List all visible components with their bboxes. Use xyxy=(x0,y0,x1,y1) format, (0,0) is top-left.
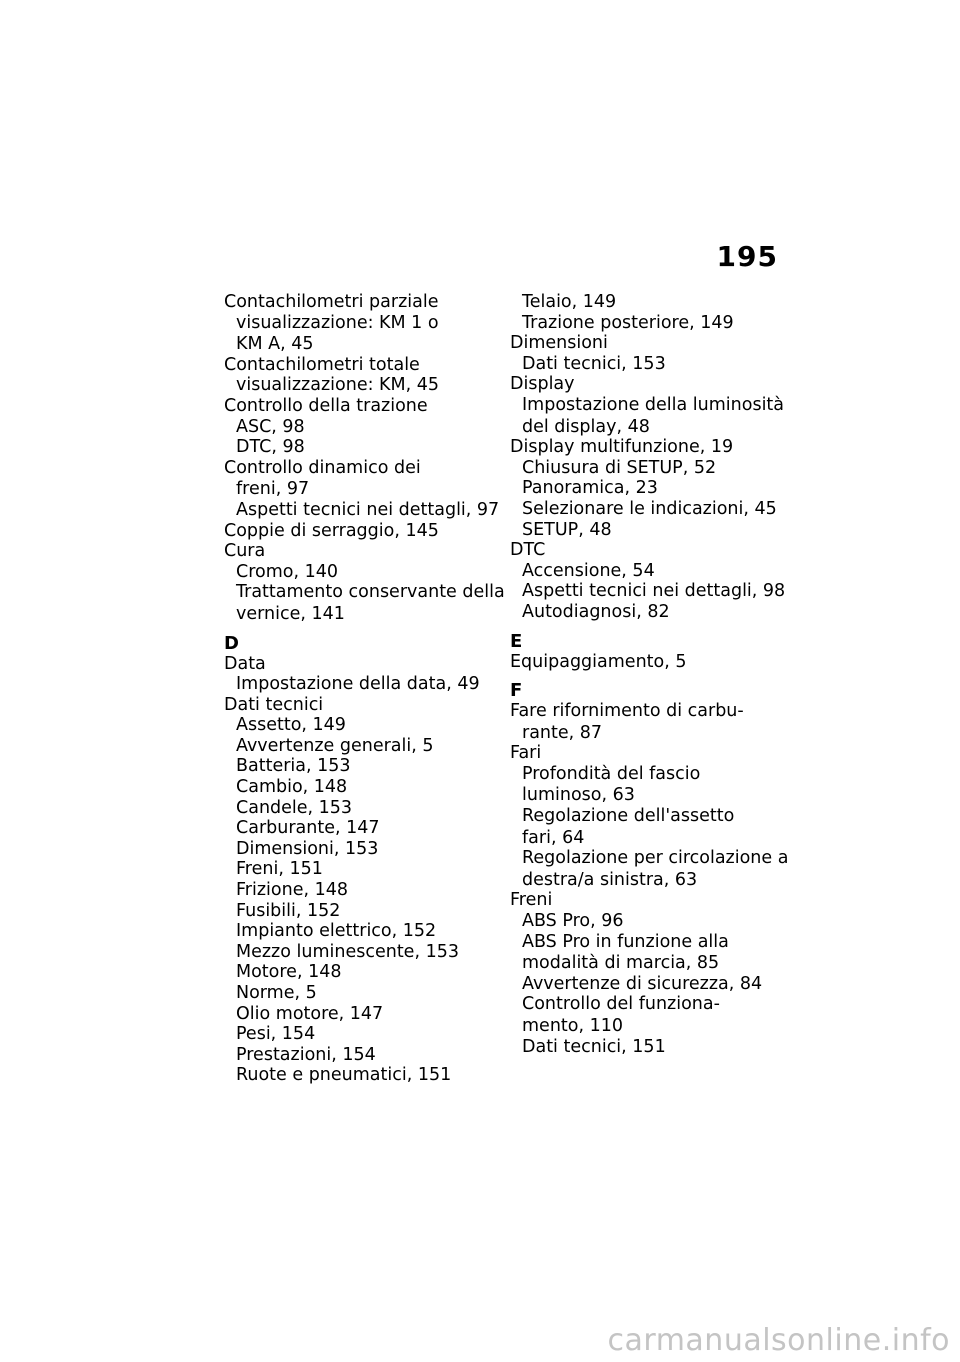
index-entry: Data xyxy=(224,653,266,674)
index-entry: fari, 64 xyxy=(522,827,585,848)
index-entry: modalità di marcia, 85 xyxy=(522,953,720,974)
index-entry: SETUP, 48 xyxy=(522,519,612,540)
index-entry: Dati tecnici, 151 xyxy=(522,1036,666,1057)
index-entry: Candele, 153 xyxy=(236,797,353,818)
index-entry: Chiusura di SETUP, 52 xyxy=(522,457,717,478)
index-entry: Display xyxy=(510,374,575,395)
index-entry: mento, 110 xyxy=(522,1016,624,1036)
index-entry: Trattamento conservante della xyxy=(236,582,505,603)
index-entry: vernice, 141 xyxy=(236,603,345,624)
watermark: carmanualsonline.info xyxy=(607,1323,950,1358)
index-entry: Profondità del fascio xyxy=(522,763,701,784)
index-entry: DTC, 98 xyxy=(236,437,305,458)
index-entry: Selezionare le indicazioni, 45 xyxy=(522,498,777,519)
index-section-letter: E xyxy=(510,630,523,652)
index-entry: Dati tecnici, 153 xyxy=(522,353,666,374)
index-entry: Avvertenze di sicurezza, 84 xyxy=(522,973,763,994)
index-entry: Accensione, 54 xyxy=(522,560,655,581)
index-entry: Controllo del funziona- xyxy=(522,994,720,1015)
index-entry: visualizzazione: KM 1 o xyxy=(236,312,439,333)
index-entry: DTC xyxy=(510,540,546,561)
index-entry: Avvertenze generali, 5 xyxy=(236,735,434,756)
index-entry: Autodiagnosi, 82 xyxy=(522,601,670,622)
index-entry: Carburante, 147 xyxy=(236,818,380,839)
index-entry: Dimensioni xyxy=(510,333,608,354)
index-entry: Display multifunzione, 19 xyxy=(510,437,734,458)
index-entry: Coppie di serraggio, 145 xyxy=(224,520,439,541)
index-entry: visualizzazione: KM, 45 xyxy=(236,375,440,396)
index-entry: Regolazione per circolazione a xyxy=(522,848,789,869)
index-entry: Ruote e pneumatici, 151 xyxy=(236,1065,452,1086)
index-entry: Assetto, 149 xyxy=(236,715,346,736)
index-entry: Equipaggiamento, 5 xyxy=(510,651,687,672)
index-entry: Contachilometri parziale xyxy=(224,292,439,312)
index-entry: Freni xyxy=(510,890,553,911)
index-entry: Freni, 151 xyxy=(236,859,323,880)
index-entry: Motore, 148 xyxy=(236,962,342,983)
index-entry: ABS Pro in funzione alla xyxy=(522,931,729,952)
index-section-letter: D xyxy=(224,632,239,654)
index-entry: Mezzo luminescente, 153 xyxy=(236,941,459,962)
index-entry: Cura xyxy=(224,541,266,562)
index-entry: Cambio, 148 xyxy=(236,777,348,798)
index-entry: Fusibili, 152 xyxy=(236,900,341,921)
index-entry: Dimensioni, 153 xyxy=(236,838,379,859)
index-entry: Aspetti tecnici nei dettagli, 98 xyxy=(522,581,786,602)
index-entry: Dati tecnici xyxy=(224,694,324,715)
index-entry: Controllo della trazione xyxy=(224,395,428,416)
index-column-right xyxy=(510,292,790,1057)
index-entry: rante, 87 xyxy=(522,722,603,743)
index-entry: Fari xyxy=(510,743,542,764)
index-entry: Pesi, 154 xyxy=(236,1024,316,1045)
index-entry: Telaio, 149 xyxy=(522,292,617,312)
index-entry: luminoso, 63 xyxy=(522,785,635,806)
page-number: 195 xyxy=(716,240,778,273)
index-entry: Frizione, 148 xyxy=(236,880,348,901)
index-entry: Regolazione dell'assetto xyxy=(522,806,735,827)
index-entry: Trazione posteriore, 149 xyxy=(522,312,734,333)
index-entry: Impianto elettrico, 152 xyxy=(236,921,437,942)
index-entry: Impostazione della luminosità xyxy=(522,394,785,415)
index-entry: Impostazione della data, 49 xyxy=(236,674,480,695)
index-entry: del display, 48 xyxy=(522,416,650,437)
index-entry: Olio motore, 147 xyxy=(236,1003,384,1024)
index-entry: KM A, 45 xyxy=(236,334,314,355)
index-entry: Norme, 5 xyxy=(236,983,317,1003)
index-entry: Aspetti tecnici nei dettagli, 97 xyxy=(236,499,500,520)
index-entry: Batteria, 153 xyxy=(236,756,351,777)
index-entry: Contachilometri totale xyxy=(224,354,420,375)
index-entry: Panoramica, 23 xyxy=(522,478,658,499)
index-section-letter: F xyxy=(510,680,523,702)
index-entry: destra/a sinistra, 63 xyxy=(522,869,698,890)
index-entry: Fare rifornimento di carbu- xyxy=(510,701,744,722)
index-entry: Cromo, 140 xyxy=(236,561,339,582)
index-entry: ASC, 98 xyxy=(236,416,305,437)
index-entry: freni, 97 xyxy=(236,479,310,500)
index-column-left xyxy=(224,292,504,1086)
index-entry: Prestazioni, 154 xyxy=(236,1044,376,1065)
index-entry: Controllo dinamico dei xyxy=(224,457,421,478)
index-entry: ABS Pro, 96 xyxy=(522,911,624,932)
